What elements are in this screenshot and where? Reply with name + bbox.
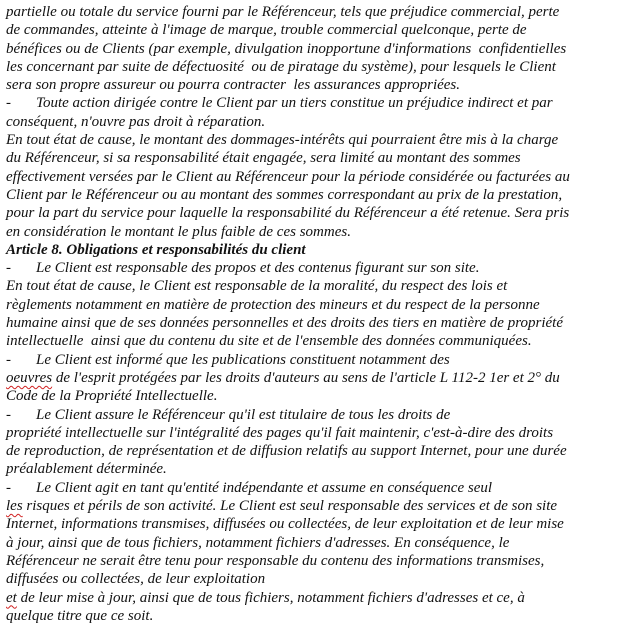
text-line [6,387,620,405]
line-text: En tout état de cause, le Client est responsable de la moralité, du respect des lois et [6,278,508,295]
text-line [6,607,620,625]
line-text: de leur mise à jour, ainsi que de tous fichiers, notamment fichiers d'adresses et ce, à [16,589,525,606]
bullet-dash: - [6,351,11,368]
text-line [6,131,620,149]
spellcheck-flagged-word: et [6,589,17,606]
line-text: partielle ou totale du service fourni par le Référenceur, tels que préjudice commercial, perte [6,4,560,20]
line-text: Code de la Propriété Intellectuelle. [6,388,218,405]
text-line [6,186,620,204]
text-line [6,296,620,314]
line-text: propriété intellectuelle sur l'intégralité des pages qu'il fait maintenir, c'est-à-dire des droits [6,424,554,441]
text-line [6,589,620,607]
text-line [6,460,620,478]
line-text: de l'esprit protégées par les droits d'auteurs au sens de l'article L 112-2 1er et 2° du [52,369,560,386]
text-line [6,149,620,167]
line-text: Le Client assure le Référenceur qu'il est titulaire de tous les droits de [36,406,451,423]
line-text: en considération le montant le plus faible de ces sommes. [6,223,351,240]
text-line [6,515,620,533]
text-line [6,369,620,387]
line-text: préalablement déterminée. [6,461,167,478]
text-line [6,204,620,222]
text-line [6,21,620,39]
line-text: du Référenceur, si sa responsabilité était engagée, sera limité au montant des sommes [6,150,521,167]
line-text: Internet, informations transmises, diffusées ou collectées, de leur exploitation et de leur mise [6,516,564,533]
line-text: Le Client est responsable des propos et des contenus figurant sur son site. [36,260,480,277]
line-text: règlements notamment en matière de protection des mineurs et du respect de la personne [6,296,540,313]
line-text: quelque titre que ce soit. [6,607,154,624]
text-line [6,76,620,94]
bullet-line [6,259,620,277]
line-text: intellectuelle ainsi que du contenu du site et de l'ensemble des données communiquées. [6,333,532,350]
text-line [6,277,620,295]
bullet-dash: - [6,406,11,423]
text-line [6,497,620,515]
line-text: effectivement versées par le Client au Référenceur pour la période considérée ou facturées au [6,168,570,185]
bullet-dash: - [6,479,11,496]
line-text: de commandes, atteinte à l'image de marque, trouble commercial quelconque, perte de [6,22,527,39]
line-text: En tout état de cause, le montant des dommages-intérêts qui pourraient être mis à la charge [6,132,559,149]
bullet-line [6,94,620,112]
text-line [6,332,620,350]
line-text: conséquent, n'ouvre pas droit à réparation. [6,113,266,130]
text-line [6,424,620,442]
line-text: sera son propre assureur ou pourra contracter les assurances appropriées. [6,77,461,94]
section-heading [6,241,620,259]
bullet-dash: - [6,260,11,277]
line-text: à jour, ainsi que de tous fichiers, notamment fichiers d'adresses. En conséquence, le [6,534,510,551]
line-text: Le Client est informé que les publications constituent notamment des [36,351,450,368]
line-text: bénéfices ou de Clients (par exemple, divulgation inopportune d'informations confidentielles [6,40,567,57]
text-line [6,58,620,76]
bullet-line [6,406,620,424]
line-text: risques et périls de son activité. Le Client est seul responsable des services et de son site [22,498,558,515]
line-text: pour la part du service pour laquelle la responsabilité du Référenceur a été retenue. Sera pris [6,205,570,222]
line-text: les concernant par suite de défectuosité ou de piratage du système), pour lesquels le Client [6,58,556,75]
bullet-dash: - [6,95,11,112]
text-line [6,113,620,131]
text-line [6,168,620,186]
line-text: Client par le Référenceur ou au montant des sommes correspondant au prix de la prestation, [6,186,563,203]
line-text: humaine ainsi que de ses données personnelles et des droits des tiers en matière de propriété [6,315,563,332]
text-line [6,223,620,241]
spellcheck-flagged-word: oeuvres [6,369,53,386]
text-line [6,3,620,21]
line-text: Référenceur ne serait être tenu pour responsable du contenu des informations transmises, [6,552,545,569]
line-text: Article 8. Obligations et responsabilités du client [6,241,306,258]
text-line [6,534,620,552]
text-line [6,552,620,570]
text-line [6,442,620,460]
line-text: Toute action dirigée contre le Client par un tiers constitue un préjudice indirect et par [36,95,553,112]
line-text: Le Client agit en tant qu'entité indépendante et assume en conséquence seul [36,479,493,496]
bullet-line [6,479,620,497]
text-line [6,570,620,588]
bullet-line [6,351,620,369]
text-line [6,314,620,332]
line-text: diffusées ou collectées, de leur exploitation [6,571,266,588]
line-text: de reproduction, de représentation et de diffusion relatifs au support Internet, pour une durée [6,443,567,460]
spellcheck-flagged-word: les [6,498,23,515]
text-line [6,40,620,58]
